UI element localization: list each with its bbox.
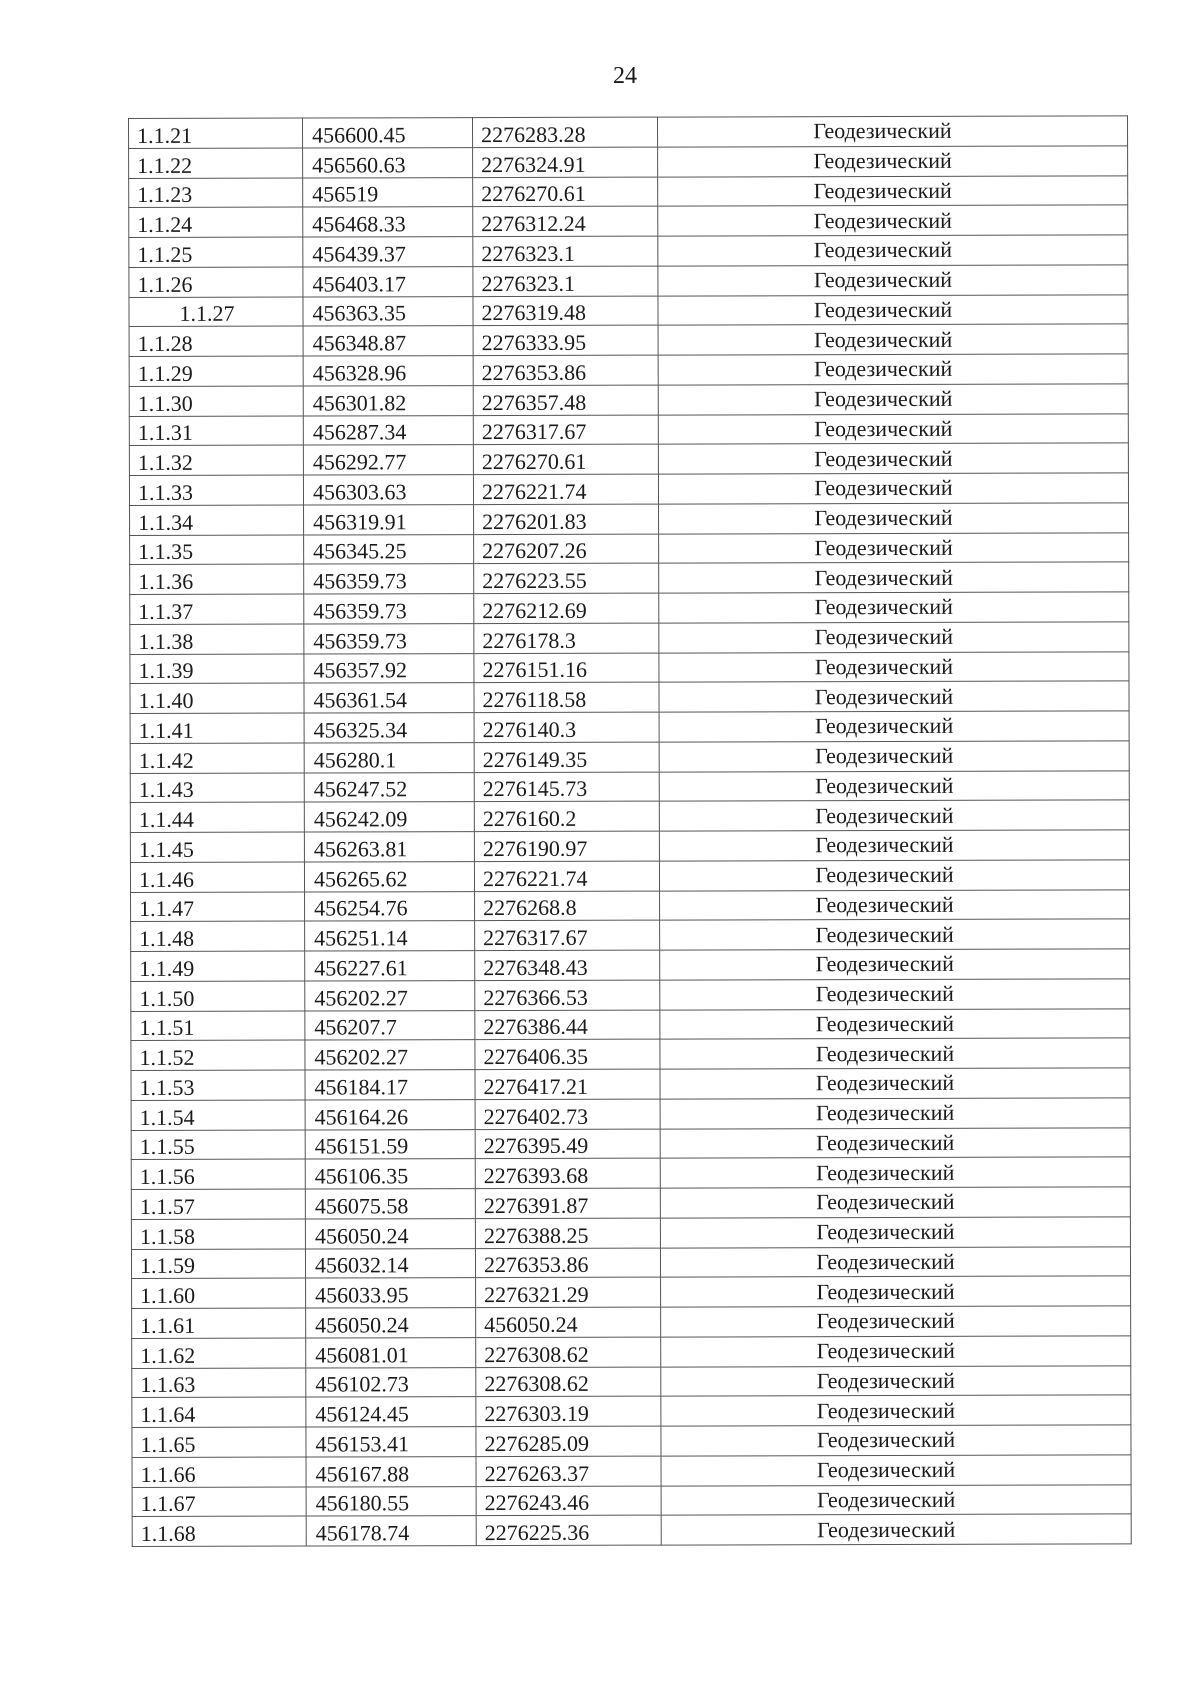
point-number-cell: 1.1.55 (131, 1130, 305, 1160)
table-row (132, 1514, 1131, 1546)
x-coordinate-cell: 456263.81 (304, 832, 474, 862)
x-coordinate-cell: 456227.61 (305, 951, 475, 981)
x-coordinate-cell: 456301.82 (303, 385, 473, 415)
x-coordinate-cell: 456106.35 (305, 1159, 475, 1189)
y-coordinate-cell: 2276118.58 (474, 682, 659, 712)
point-number-cell: 1.1.36 (130, 564, 304, 594)
x-coordinate-cell: 456207.7 (305, 1010, 475, 1040)
table-row (129, 146, 1128, 178)
coordinate-system-cell: Геодезический (659, 800, 1129, 831)
y-coordinate-cell: 2276285.09 (476, 1426, 661, 1456)
coordinate-system-cell: Геодезический (658, 294, 1128, 325)
y-coordinate-cell: 2276402.73 (475, 1099, 660, 1129)
coordinate-system-cell: Геодезический (659, 562, 1129, 593)
table-row (131, 1038, 1130, 1070)
x-coordinate-cell: 456202.27 (305, 1040, 475, 1070)
point-number-cell: 1.1.49 (131, 951, 305, 981)
y-coordinate-cell: 2276243.46 (476, 1486, 661, 1516)
x-coordinate-cell: 456050.24 (306, 1308, 476, 1338)
point-number-cell: 1.1.65 (132, 1427, 306, 1457)
point-number-cell: 1.1.63 (132, 1368, 306, 1398)
point-number-cell: 1.1.25 (129, 237, 303, 267)
table-row (131, 949, 1130, 981)
y-coordinate-cell: 2276319.48 (473, 296, 658, 326)
table-row (130, 503, 1129, 535)
coordinate-system-cell: Геодезический (659, 651, 1129, 682)
table-row (131, 979, 1130, 1011)
table-row (129, 265, 1128, 297)
coordinate-system-cell: Геодезический (658, 413, 1128, 444)
point-number-cell: 1.1.41 (130, 713, 304, 743)
point-number-cell: 1.1.53 (131, 1070, 305, 1100)
table-row (132, 1395, 1131, 1427)
coordinates-table (128, 115, 1132, 1547)
x-coordinate-cell: 456242.09 (304, 802, 474, 832)
table-row (132, 1336, 1131, 1368)
x-coordinate-cell: 456251.14 (305, 921, 475, 951)
y-coordinate-cell: 2276303.19 (476, 1396, 661, 1426)
point-number-cell: 1.1.22 (129, 148, 303, 178)
table-row (129, 443, 1128, 475)
coordinate-system-cell: Геодезический (660, 919, 1130, 950)
x-coordinate-cell: 456403.17 (303, 266, 473, 296)
coordinate-system-cell: Геодезический (659, 532, 1129, 563)
table-row (130, 860, 1129, 892)
point-number-cell: 1.1.57 (131, 1189, 305, 1219)
table-row (130, 681, 1129, 713)
point-number-cell: 1.1.46 (130, 862, 304, 892)
y-coordinate-cell: 2276317.67 (473, 415, 658, 445)
table-row (130, 562, 1129, 594)
coordinate-system-cell: Геодезический (660, 1038, 1130, 1069)
y-coordinate-cell: 2276308.62 (476, 1337, 661, 1367)
y-coordinate-cell: 2276395.49 (475, 1129, 660, 1159)
point-number-cell: 1.1.50 (131, 981, 305, 1011)
y-coordinate-cell: 2276386.44 (475, 1010, 660, 1040)
x-coordinate-cell: 456124.45 (306, 1397, 476, 1427)
x-coordinate-cell: 456319.91 (304, 504, 474, 534)
coordinate-system-cell: Геодезический (660, 1098, 1130, 1129)
x-coordinate-cell: 456361.54 (304, 683, 474, 713)
coordinate-system-cell: Геодезический (660, 1246, 1130, 1277)
table-row (131, 1068, 1130, 1100)
table-row (129, 294, 1128, 326)
coordinate-system-cell: Геодезический (661, 1306, 1131, 1337)
table-row (131, 1217, 1130, 1249)
coordinate-system-cell: Геодезический (658, 146, 1128, 177)
y-coordinate-cell: 2276263.37 (476, 1456, 661, 1486)
point-number-cell: 1.1.68 (132, 1516, 306, 1546)
table-row (131, 1187, 1130, 1219)
table-row (131, 919, 1130, 951)
coordinate-system-cell: Геодезический (659, 592, 1129, 623)
table-row (129, 116, 1128, 148)
table-row (131, 1157, 1130, 1189)
y-coordinate-cell: 2276221.74 (473, 474, 658, 504)
coordinate-system-cell: Геодезический (661, 1276, 1131, 1307)
point-number-cell: 1.1.35 (130, 535, 304, 565)
x-coordinate-cell: 456359.73 (304, 623, 474, 653)
coordinate-system-cell: Геодезический (658, 235, 1128, 266)
coordinate-system-cell: Геодезический (659, 741, 1129, 772)
table-row (132, 1425, 1131, 1457)
y-coordinate-cell: 2276223.55 (474, 563, 659, 593)
x-coordinate-cell: 456519 (303, 177, 473, 207)
table-row (130, 651, 1129, 683)
point-number-cell: 1.1.26 (129, 267, 303, 297)
coordinate-system-cell: Геодезический (658, 354, 1128, 385)
x-coordinate-cell: 456081.01 (306, 1337, 476, 1367)
table-row (131, 1008, 1130, 1040)
point-number-cell: 1.1.51 (131, 1011, 305, 1041)
point-number-cell: 1.1.60 (132, 1278, 306, 1308)
x-coordinate-cell: 456600.45 (303, 118, 473, 148)
table-row (129, 473, 1128, 505)
x-coordinate-cell: 456153.41 (306, 1427, 476, 1457)
point-number-cell: 1.1.67 (132, 1487, 306, 1517)
point-number-cell: 1.1.34 (130, 505, 304, 535)
point-number-cell: 1.1.24 (129, 207, 303, 237)
table-row (132, 1365, 1131, 1397)
y-coordinate-cell: 2276149.35 (474, 742, 659, 772)
x-coordinate-cell: 456184.17 (305, 1070, 475, 1100)
coordinate-system-cell: Геодезический (660, 1127, 1130, 1158)
y-coordinate-cell: 2276406.35 (475, 1039, 660, 1069)
coordinate-system-cell: Геодезический (660, 1187, 1130, 1218)
coordinate-system-cell: Геодезический (660, 979, 1130, 1010)
x-coordinate-cell: 456345.25 (304, 534, 474, 564)
table-row (129, 354, 1128, 386)
x-coordinate-cell: 456102.73 (306, 1367, 476, 1397)
coordinate-system-cell: Геодезический (660, 949, 1130, 980)
point-number-cell: 1.1.61 (132, 1308, 306, 1338)
y-coordinate-cell: 2276270.61 (473, 177, 658, 207)
point-number-cell: 1.1.47 (131, 892, 305, 922)
y-coordinate-cell: 2276333.95 (473, 325, 658, 355)
y-coordinate-cell: 2276283.28 (473, 117, 658, 147)
x-coordinate-cell: 456357.92 (304, 653, 474, 683)
coordinate-system-cell: Геодезический (658, 175, 1128, 206)
coordinates-table-body (129, 116, 1132, 1547)
y-coordinate-cell: 2276348.43 (475, 950, 660, 980)
point-number-cell: 1.1.58 (131, 1219, 305, 1249)
x-coordinate-cell: 456033.95 (306, 1278, 476, 1308)
x-coordinate-cell: 456280.1 (304, 742, 474, 772)
point-number-cell: 1.1.23 (129, 178, 303, 208)
coordinate-system-cell: Геодезический (659, 503, 1129, 534)
coordinate-system-cell: Геодезический (659, 770, 1129, 801)
table-row (129, 205, 1128, 237)
table-row (130, 770, 1129, 802)
y-coordinate-cell: 2276353.86 (473, 355, 658, 385)
coordinate-system-cell: Геодезический (660, 889, 1130, 920)
x-coordinate-cell: 456032.14 (305, 1248, 475, 1278)
y-coordinate-cell: 2276270.61 (473, 444, 658, 474)
coordinate-system-cell: Геодезический (660, 1008, 1130, 1039)
coordinate-system-cell: Геодезический (658, 384, 1128, 415)
x-coordinate-cell: 456560.63 (303, 147, 473, 177)
table-row (131, 1246, 1130, 1278)
x-coordinate-cell: 456180.55 (306, 1486, 476, 1516)
coordinate-system-cell: Геодезический (660, 1217, 1130, 1248)
point-number-cell: 1.1.42 (130, 743, 304, 773)
point-number-cell: 1.1.43 (130, 773, 304, 803)
point-number-cell: 1.1.27 (129, 297, 303, 327)
table-row (132, 1306, 1131, 1338)
y-coordinate-cell: 2276160.2 (474, 801, 659, 831)
coordinate-system-cell: Геодезический (659, 830, 1129, 861)
coordinate-system-cell: Геодезический (658, 473, 1128, 504)
y-coordinate-cell: 2276207.26 (474, 534, 659, 564)
coordinate-system-cell: Геодезический (661, 1336, 1131, 1367)
y-coordinate-cell: 2276417.21 (475, 1069, 660, 1099)
point-number-cell: 1.1.52 (131, 1040, 305, 1070)
x-coordinate-cell: 456439.37 (303, 237, 473, 267)
point-number-cell: 1.1.44 (130, 802, 304, 832)
y-coordinate-cell: 2276145.73 (474, 772, 659, 802)
x-coordinate-cell: 456075.58 (305, 1189, 475, 1219)
y-coordinate-cell: 2276357.48 (473, 385, 658, 415)
point-number-cell: 1.1.28 (129, 326, 303, 356)
table-row (129, 413, 1128, 445)
table-row (130, 741, 1129, 773)
point-number-cell: 1.1.54 (131, 1100, 305, 1130)
x-coordinate-cell: 456359.73 (304, 564, 474, 594)
coordinate-system-cell: Геодезический (658, 443, 1128, 474)
y-coordinate-cell: 2276353.86 (475, 1248, 660, 1278)
y-coordinate-cell: 2276268.8 (475, 891, 660, 921)
x-coordinate-cell: 456359.73 (304, 594, 474, 624)
y-coordinate-cell: 2276323.1 (473, 236, 658, 266)
y-coordinate-cell: 2276221.74 (474, 861, 659, 891)
table-row (131, 889, 1130, 921)
table-row (131, 1127, 1130, 1159)
x-coordinate-cell: 456050.24 (305, 1218, 475, 1248)
point-number-cell: 1.1.31 (129, 416, 303, 446)
point-number-cell: 1.1.40 (130, 683, 304, 713)
coordinate-system-cell: Геодезический (661, 1484, 1131, 1515)
coordinate-system-cell: Геодезический (659, 860, 1129, 891)
point-number-cell: 1.1.37 (130, 594, 304, 624)
x-coordinate-cell: 456325.34 (304, 713, 474, 743)
table-row (130, 800, 1129, 832)
table-row (129, 384, 1128, 416)
x-coordinate-cell: 456164.26 (305, 1099, 475, 1129)
coordinate-system-cell: Геодезический (661, 1455, 1131, 1486)
coordinate-system-cell: Геодезический (661, 1514, 1131, 1545)
x-coordinate-cell: 456178.74 (306, 1516, 476, 1546)
y-coordinate-cell: 2276151.16 (474, 653, 659, 683)
coordinate-system-cell: Геодезический (659, 622, 1129, 653)
y-coordinate-cell: 2276391.87 (475, 1188, 660, 1218)
x-coordinate-cell: 456348.87 (303, 326, 473, 356)
x-coordinate-cell: 456254.76 (305, 891, 475, 921)
y-coordinate-cell: 2276308.62 (476, 1367, 661, 1397)
table-row (132, 1455, 1131, 1487)
y-coordinate-cell: 2276140.3 (474, 712, 659, 742)
table-row (130, 711, 1129, 743)
x-coordinate-cell: 456292.77 (303, 445, 473, 475)
point-number-cell: 1.1.66 (132, 1457, 306, 1487)
y-coordinate-cell: 2276212.69 (474, 593, 659, 623)
table-row (129, 235, 1128, 267)
y-coordinate-cell: 2276190.97 (474, 831, 659, 861)
coordinate-system-cell: Геодезический (659, 711, 1129, 742)
y-coordinate-cell: 2276201.83 (474, 504, 659, 534)
point-number-cell: 1.1.56 (131, 1159, 305, 1189)
table-row (130, 830, 1129, 862)
table-row (131, 1098, 1130, 1130)
y-coordinate-cell: 2276321.29 (476, 1277, 661, 1307)
x-coordinate-cell: 456303.63 (303, 475, 473, 505)
coordinate-system-cell: Геодезический (657, 116, 1127, 147)
y-coordinate-cell: 2276323.1 (473, 266, 658, 296)
table-row (129, 175, 1128, 207)
coordinate-system-cell: Геодезический (659, 681, 1129, 712)
y-coordinate-cell: 456050.24 (476, 1307, 661, 1337)
y-coordinate-cell: 2276317.67 (475, 920, 660, 950)
table-row (130, 532, 1129, 564)
point-number-cell: 1.1.62 (132, 1338, 306, 1368)
coordinate-system-cell: Геодезический (661, 1425, 1131, 1456)
x-coordinate-cell: 456247.52 (304, 772, 474, 802)
point-number-cell: 1.1.29 (129, 356, 303, 386)
x-coordinate-cell: 456287.34 (303, 415, 473, 445)
x-coordinate-cell: 456468.33 (303, 207, 473, 237)
table-row (129, 324, 1128, 356)
coordinate-system-cell: Геодезический (658, 265, 1128, 296)
table-row (132, 1276, 1131, 1308)
x-coordinate-cell: 456151.59 (305, 1129, 475, 1159)
table-row (130, 622, 1129, 654)
point-number-cell: 1.1.64 (132, 1397, 306, 1427)
x-coordinate-cell: 456328.96 (303, 356, 473, 386)
point-number-cell: 1.1.39 (130, 654, 304, 684)
y-coordinate-cell: 2276178.3 (474, 623, 659, 653)
coordinate-system-cell: Геодезический (660, 1157, 1130, 1188)
coordinate-system-cell: Геодезический (658, 205, 1128, 236)
point-number-cell: 1.1.38 (130, 624, 304, 654)
x-coordinate-cell: 456202.27 (305, 980, 475, 1010)
coordinate-system-cell: Геодезический (658, 324, 1128, 355)
x-coordinate-cell: 456363.35 (303, 296, 473, 326)
point-number-cell: 1.1.45 (130, 832, 304, 862)
y-coordinate-cell: 2276388.25 (475, 1218, 660, 1248)
y-coordinate-cell: 2276312.24 (473, 206, 658, 236)
y-coordinate-cell: 2276393.68 (475, 1158, 660, 1188)
point-number-cell: 1.1.32 (129, 445, 303, 475)
coordinate-system-cell: Геодезический (660, 1068, 1130, 1099)
y-coordinate-cell: 2276324.91 (473, 147, 658, 177)
point-number-cell: 1.1.30 (129, 386, 303, 416)
table-row (132, 1484, 1131, 1516)
y-coordinate-cell: 2276366.53 (475, 980, 660, 1010)
coordinate-system-cell: Геодезический (661, 1395, 1131, 1426)
point-number-cell: 1.1.33 (129, 475, 303, 505)
point-number-cell: 1.1.59 (131, 1249, 305, 1279)
page-number: 24 (613, 63, 637, 89)
point-number-cell: 1.1.48 (131, 921, 305, 951)
coordinate-system-cell: Геодезический (661, 1365, 1131, 1396)
point-number-cell: 1.1.21 (129, 118, 303, 148)
table-row (130, 592, 1129, 624)
x-coordinate-cell: 456167.88 (306, 1456, 476, 1486)
y-coordinate-cell: 2276225.36 (476, 1515, 661, 1545)
x-coordinate-cell: 456265.62 (304, 861, 474, 891)
